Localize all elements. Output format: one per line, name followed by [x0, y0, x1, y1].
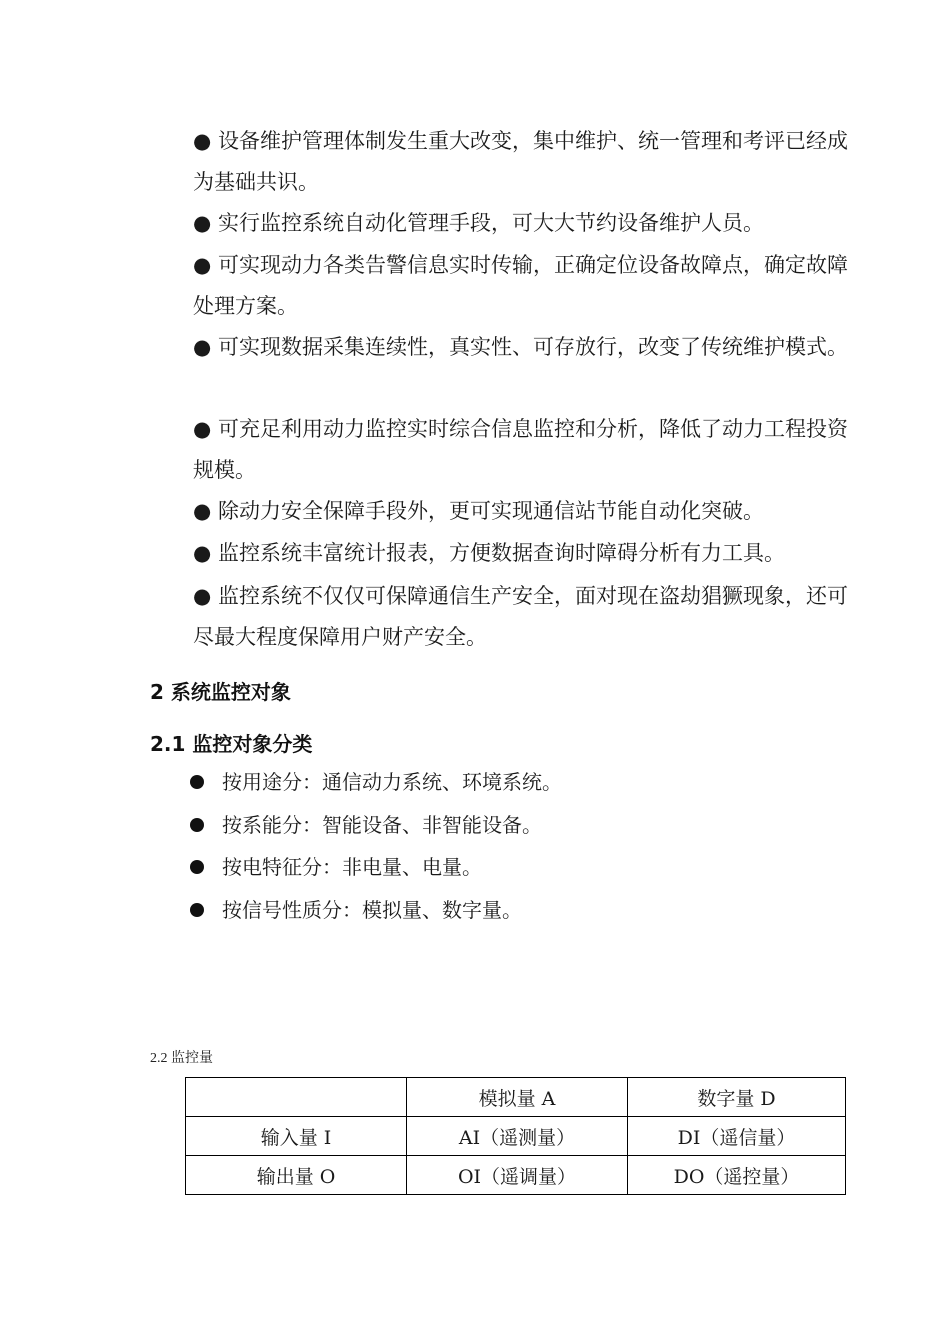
classification-item — [190, 895, 522, 925]
table-header-cell: 数字量 D — [628, 1078, 846, 1117]
benefit-paragraph-1: ● 设备维护管理体制发生重大改变，集中维护、统一管理和考评已经成为基础共识。 — [193, 129, 848, 194]
benefit-paragraph-6: ● 除动力安全保障手段外，更可实现通信站节能自动化突破。 — [193, 499, 764, 523]
section-2-2-caption: 2.2 监控量 — [150, 1051, 213, 1066]
bullet-icon — [190, 903, 204, 917]
table-cell: AI（遥测量） — [407, 1117, 628, 1156]
classification-item — [190, 767, 562, 797]
classification-text: 按信号性质分：模拟量、数字量。 — [222, 898, 522, 922]
bullet-icon — [190, 860, 204, 874]
table-row — [186, 1156, 846, 1195]
classification-item — [190, 852, 482, 882]
benefit-paragraph-2: ● 实行监控系统自动化管理手段，可大大节约设备维护人员。 — [193, 211, 764, 235]
benefit-paragraph-8: ● 监控系统不仅仅可保障通信生产安全，面对现在盗劫猖獗现象，还可尽最大程度保障用户财产安全。 — [193, 584, 848, 649]
table-cell: OI（遥调量） — [407, 1156, 628, 1195]
table-cell: 输出量 O — [186, 1156, 407, 1195]
classification-item — [190, 810, 542, 840]
table-cell: DO（遥控量） — [628, 1156, 846, 1195]
benefit-paragraph-3: ● 可实现动力各类告警信息实时传输，正确定位设备故障点，确定故障处理方案。 — [193, 253, 848, 318]
classification-text: 按系能分：智能设备、非智能设备。 — [222, 813, 542, 837]
bullet-icon — [190, 775, 204, 789]
classification-text: 按用途分：通信动力系统、环境系统。 — [222, 770, 562, 794]
section-2-heading: 2 系统监控对象 — [150, 680, 291, 704]
section-2-1-heading: 2.1 监控对象分类 — [150, 732, 313, 756]
table-row — [186, 1117, 846, 1156]
benefit-paragraph-4: ● 可实现数据采集连续性，真实性、可存放行，改变了传统维护模式。 — [193, 335, 848, 359]
benefit-paragraph-5: ● 可充足利用动力监控实时综合信息监控和分析，降低了动力工程投资规模。 — [193, 417, 848, 482]
table-cell: DI（遥信量） — [628, 1117, 846, 1156]
classification-text: 按电特征分：非电量、电量。 — [222, 855, 482, 879]
benefit-paragraph-7: ● 监控系统丰富统计报表，方便数据查询时障碍分析有力工具。 — [193, 541, 785, 565]
table-cell: 输入量 I — [186, 1117, 407, 1156]
monitoring-table — [185, 1077, 846, 1195]
table-header-cell: 模拟量 A — [407, 1078, 628, 1117]
table-header-row — [186, 1078, 846, 1117]
table-header-cell — [186, 1078, 407, 1117]
bullet-icon — [190, 818, 204, 832]
